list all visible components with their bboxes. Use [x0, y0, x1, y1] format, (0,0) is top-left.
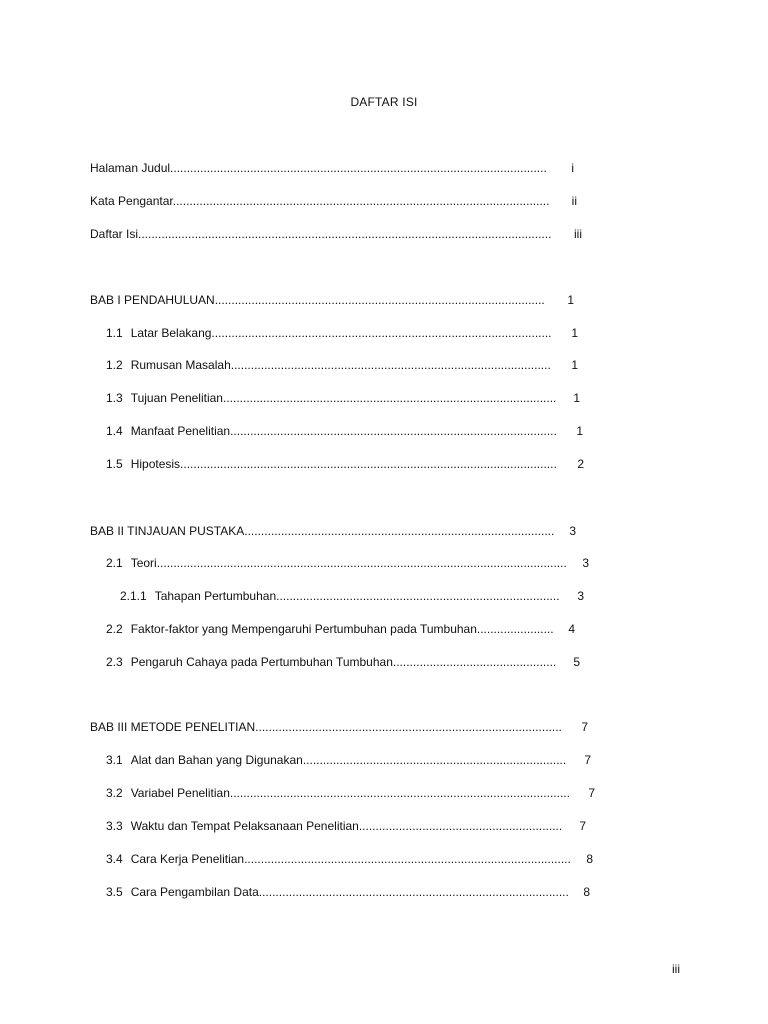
toc-entry-label: Kata Pengantar — [90, 194, 173, 208]
toc-page-number: 7 — [588, 786, 595, 800]
toc-page-number: iii — [574, 227, 582, 241]
toc-entry[interactable] — [106, 818, 563, 834]
toc-entry-label: Faktor-faktor yang Mempengaruhi Pertumbuhan pada Tumbuhan — [130, 622, 477, 636]
toc-entry[interactable] — [106, 752, 568, 768]
toc-entry-number: 3.4 — [106, 852, 123, 866]
toc-entry[interactable] — [90, 523, 556, 539]
toc-entry-label: Tujuan Penelitian — [130, 391, 223, 405]
toc-entry[interactable] — [106, 456, 560, 472]
toc-entry-label: BAB III METODE PENELITIAN — [90, 720, 256, 734]
toc-page-number: ii — [571, 194, 577, 208]
dot-leader: ................................................................................................ — [230, 358, 551, 372]
toc-entry-label: Rumusan Masalah — [130, 358, 231, 372]
toc-entry-number: 2.3 — [106, 655, 123, 669]
toc-entry-number: 3.2 — [106, 786, 123, 800]
toc-entry-number: 1.5 — [106, 457, 123, 471]
toc-entry-label: BAB II TINJAUAN PUSTAKA — [90, 524, 245, 538]
toc-entry-number: 3.5 — [106, 885, 123, 899]
toc-entry-label: Waktu dan Tempat Pelaksanaan Penelitian — [130, 819, 359, 833]
toc-entry[interactable] — [90, 292, 548, 308]
dot-leader: ........................................................................................................................... — [156, 556, 567, 570]
dot-leader: .................................................................................................. — [230, 424, 557, 438]
toc-entry[interactable] — [106, 785, 572, 801]
toc-entry-number: 1.2 — [106, 358, 123, 372]
dot-leader: ....................... — [476, 622, 554, 636]
dot-leader: ................................................................................................................. — [170, 161, 547, 175]
toc-entry[interactable] — [106, 325, 553, 341]
toc-entry[interactable] — [90, 193, 552, 209]
dot-leader: ................................................................................................... — [214, 293, 545, 307]
toc-entry-label: Alat dan Bahan yang Digunakan — [130, 753, 303, 767]
toc-page-number: 3 — [577, 589, 584, 603]
toc-entry-label: Variabel Penelitian — [130, 786, 230, 800]
toc-entry-number: 1.1 — [106, 326, 123, 340]
toc-entry[interactable] — [106, 621, 557, 637]
toc-page-number: 1 — [567, 293, 574, 307]
toc-entry-label: Halaman Judul — [90, 161, 171, 175]
toc-page-number: 5 — [573, 655, 580, 669]
dot-leader: ............................................................................................................................ — [138, 227, 552, 241]
toc-entry-label: Pengaruh Cahaya pada Pertumbuhan Tumbuhan — [130, 655, 393, 669]
toc-entry[interactable] — [90, 160, 548, 176]
dot-leader: ...................................................................................................... — [211, 326, 552, 340]
toc-page-number: 1 — [571, 326, 578, 340]
toc-page-number: 1 — [571, 358, 578, 372]
toc-entry-label: BAB I PENDAHULUAN — [90, 293, 215, 307]
toc-entry-number: 3.3 — [106, 819, 123, 833]
toc-entry-number: 2.2 — [106, 622, 123, 636]
dot-leader: .................................................................................................. — [244, 852, 571, 866]
toc-entry[interactable] — [90, 226, 554, 242]
toc-entry[interactable] — [106, 851, 573, 867]
toc-entry-number: 2.1.1 — [120, 589, 147, 603]
toc-page-number: 3 — [569, 524, 576, 538]
toc-entry[interactable] — [106, 390, 558, 406]
toc-entry-label: Latar Belakang — [130, 326, 212, 340]
toc-entry[interactable] — [106, 423, 560, 439]
dot-leader: ............................................................................... — [302, 753, 567, 767]
dot-leader: ............................................................................................. — [244, 524, 555, 538]
toc-page-number: 4 — [568, 622, 575, 636]
dot-leader: ................................................. — [392, 655, 557, 669]
dot-leader: ............................................................. — [358, 819, 563, 833]
toc-entry-label: Teori — [130, 556, 157, 570]
dot-leader: ................................................................................................................. — [180, 457, 557, 471]
toc-entry-number: 3.1 — [106, 753, 123, 767]
toc-page-number: 1 — [573, 391, 580, 405]
toc-entry[interactable] — [106, 357, 553, 373]
toc-entry-label: Cara Kerja Penelitian — [130, 852, 245, 866]
toc-page-number: 7 — [584, 753, 591, 767]
toc-entry-number: 1.3 — [106, 391, 123, 405]
page-title: DAFTAR ISI — [350, 95, 418, 109]
toc-page-number: 8 — [586, 852, 593, 866]
page-number: iii — [672, 962, 680, 976]
toc-entry-number: 1.4 — [106, 424, 123, 438]
toc-page-number: 7 — [581, 720, 588, 734]
dot-leader: ...................................................................................................... — [229, 786, 570, 800]
toc-entry[interactable] — [106, 884, 570, 900]
dot-leader: ............................................................................................ — [255, 720, 562, 734]
dot-leader: ................................................................................................................. — [172, 194, 550, 208]
toc-entry[interactable] — [106, 654, 558, 670]
toc-entry[interactable] — [106, 555, 568, 571]
toc-entry[interactable] — [120, 588, 563, 604]
toc-page-number: 3 — [582, 556, 589, 570]
toc-page-number: 8 — [583, 885, 590, 899]
dot-leader: ..................................................................................... — [276, 589, 560, 603]
dot-leader: .................................................................................................... — [222, 391, 557, 405]
toc-entry-label: Hipotesis — [130, 457, 181, 471]
toc-page-number: i — [571, 161, 574, 175]
toc-page-number: 7 — [579, 819, 586, 833]
toc-entry[interactable] — [90, 719, 565, 735]
toc-page-number: 1 — [576, 424, 583, 438]
toc-entry-label: Cara Pengambilan Data — [130, 885, 259, 899]
dot-leader: ............................................................................................. — [258, 885, 569, 899]
toc-entry-label: Tahapan Pertumbuhan — [154, 589, 277, 603]
toc-entry-label: Daftar Isi — [90, 227, 139, 241]
toc-page-number: 2 — [577, 457, 584, 471]
toc-entry-number: 2.1 — [106, 556, 123, 570]
toc-entry-label: Manfaat Penelitian — [130, 424, 231, 438]
